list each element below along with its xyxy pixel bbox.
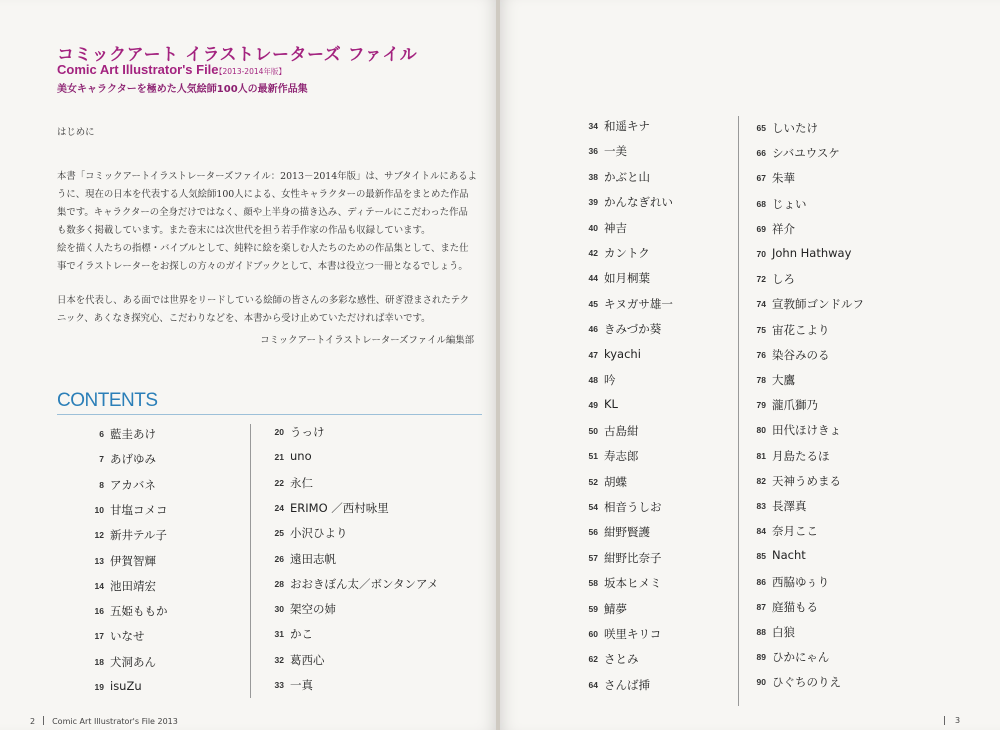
toc-page-number: 83 <box>756 501 766 511</box>
edition-label: 【2013-2014年版】 <box>215 67 286 76</box>
toc-page-number: 86 <box>756 576 766 587</box>
toc-artist-name: さんば挿 <box>604 677 650 692</box>
toc-page-number: 88 <box>756 627 766 637</box>
toc-page-number: 78 <box>756 375 766 385</box>
toc-page-number: 49 <box>588 400 598 411</box>
toc-page-number: 66 <box>756 148 766 159</box>
toc-page-number: 17 <box>94 631 104 642</box>
toc-page-number: 39 <box>588 197 598 208</box>
toc-artist-name: ERIMO ／西村咏里 <box>290 500 389 515</box>
left-folio <box>30 716 178 726</box>
book-title-japanese: コミックアート イラストレーターズ ファイル <box>57 45 418 65</box>
toc-artist-name: じょい <box>772 196 807 211</box>
toc-artist-name: 池田靖宏 <box>110 578 156 593</box>
toc-page-number: 75 <box>756 324 766 335</box>
toc-artist-name: いなせ <box>110 629 145 644</box>
toc-page-number: 84 <box>756 526 766 537</box>
toc-column-divider <box>250 424 251 698</box>
toc-page-number: 85 <box>756 551 766 562</box>
toc-artist-name: キヌガサ雄一 <box>604 296 673 311</box>
toc-artist-name: しいたけ <box>772 121 818 135</box>
toc-artist-name: ひかにゃん <box>772 650 830 665</box>
toc-page-number: 10 <box>94 504 104 515</box>
toc-artist-name: しろ <box>772 272 795 287</box>
toc-page-number: 26 <box>274 553 284 564</box>
toc-artist-name: 甘塩コメコ <box>110 502 168 517</box>
running-title: Comic Art Illustrator's File 2013 <box>52 717 178 726</box>
toc-artist-name: 犬洞あん <box>110 654 156 669</box>
toc-page-number: 70 <box>756 249 766 259</box>
toc-artist-name: 新井テル子 <box>110 528 167 543</box>
toc-page-number: 13 <box>94 555 104 566</box>
toc-artist-name: 西脇ゆぅり <box>772 574 830 589</box>
toc-artist-name: 紺野賢護 <box>604 525 650 540</box>
toc-page-number: 51 <box>588 451 598 462</box>
toc-artist-name: 相音うしお <box>604 500 662 514</box>
toc-artist-name: おおきぼん太／ボンタンアメ <box>290 576 439 591</box>
toc-page-number: 81 <box>756 450 766 461</box>
toc-artist-name: シバユウスケ <box>772 146 840 161</box>
toc-artist-name: KL <box>604 397 618 412</box>
toc-column-divider <box>738 116 739 706</box>
left-page <box>0 0 496 730</box>
intro-heading: はじめに <box>57 127 95 138</box>
toc-page-number: 14 <box>94 580 104 591</box>
toc-page-number: 40 <box>588 222 598 233</box>
toc-page-number: 48 <box>588 375 598 385</box>
toc-page-number: 6 <box>99 429 104 439</box>
toc-artist-name: ひぐちのりえ <box>772 675 841 690</box>
toc-page-number: 25 <box>274 528 284 539</box>
toc-artist-name: 五姫ももか <box>110 604 168 619</box>
toc-artist-name: 藍圭あけ <box>110 427 156 441</box>
toc-artist-name: 田代ほけきょ <box>772 423 841 438</box>
book-title-english: Comic Art Illustrator's File <box>57 62 219 77</box>
toc-artist-name: 胡蝶 <box>604 474 627 489</box>
toc-artist-name: 一真 <box>290 678 313 692</box>
toc-page-number: 56 <box>588 527 598 538</box>
intro-paragraph-2: 絵を描く人たちの指標・バイブルとして、純粋に絵を楽しむ人たちのための作品集として、また仕事でイラストレーターをお探しの方々のガイドブックとして、本書は役立つ一冊となるでしょう。 <box>57 243 469 272</box>
right-folio-separator <box>944 716 945 725</box>
toc-page-number: 82 <box>756 475 766 486</box>
toc-page-number: 80 <box>756 425 766 436</box>
toc-artist-name: 鯖夢 <box>604 601 627 616</box>
toc-artist-name: 紺野比奈子 <box>604 550 662 565</box>
right-page <box>500 0 1000 730</box>
toc-page-number: 58 <box>588 578 598 589</box>
toc-page-number: 64 <box>588 679 598 690</box>
toc-page-number: 68 <box>756 198 766 209</box>
toc-artist-name: 小沢ひより <box>290 526 348 541</box>
toc-page-number: 38 <box>588 171 598 182</box>
toc-artist-name: 咲里キリコ <box>604 627 662 641</box>
toc-page-number: 33 <box>274 680 284 690</box>
toc-page-number: 24 <box>274 502 284 513</box>
toc-page-number: 8 <box>99 479 104 490</box>
toc-page-number: 47 <box>588 349 598 360</box>
toc-artist-name: さとみ <box>604 652 639 667</box>
toc-page-number: 18 <box>94 656 104 667</box>
toc-artist-name: 一美 <box>604 144 627 159</box>
toc-page-number: 69 <box>756 223 766 234</box>
toc-page-number: 46 <box>588 324 598 335</box>
toc-artist-name: 大鷹 <box>772 373 795 387</box>
toc-page-number: 60 <box>588 629 598 639</box>
toc-artist-name: 伊賀智輝 <box>110 553 156 568</box>
toc-artist-name: 白狼 <box>772 625 795 639</box>
toc-artist-name: 如月桐葉 <box>604 271 650 286</box>
toc-artist-name: 吟 <box>604 373 616 387</box>
toc-artist-name: 染谷みのる <box>772 347 830 362</box>
toc-artist-name: 永仁 <box>290 475 313 490</box>
toc-page-number: 87 <box>756 601 766 612</box>
toc-page-number: 57 <box>588 552 598 563</box>
toc-artist-name: Nacht <box>772 548 806 563</box>
toc-artist-name: アカバネ <box>110 477 156 492</box>
toc-page-number: 36 <box>588 146 598 157</box>
book-subtitle: 美女キャラクターを極めた人気絵師100人の最新作品集 <box>57 84 308 95</box>
contents-rule <box>57 414 482 415</box>
toc-artist-name: うっけ <box>290 425 325 439</box>
toc-page-number: 30 <box>274 604 284 615</box>
toc-page-number: 54 <box>588 502 598 512</box>
contents-heading: CONTENTS <box>57 390 158 411</box>
toc-page-number: 90 <box>756 677 766 688</box>
toc-artist-name: 宙花こより <box>772 322 830 337</box>
toc-artist-name: 寿志郎 <box>604 449 639 464</box>
intro-paragraph-1: 本書「コミックアートイラストレーターズファイル：2013－2014年版」は、サブタイトルにあるように、現在の日本を代表する人気絵師100人による、女性キャラクターの最新作品をまとめた作品集です。キャラクターの全身だけではなく、顔や上半身の描き込み、ディテールにこだわった作品も数多く掲載しています。また巻末には次世代を担う若手作家の作品も収録しています。 <box>57 171 477 236</box>
toc-page-number: 72 <box>756 274 766 285</box>
toc-artist-name: 月島たるほ <box>772 448 830 463</box>
toc-artist-name: uno <box>290 449 312 464</box>
toc-artist-name: 坂本ヒメミ <box>604 576 662 591</box>
toc-artist-name: 奈月ここ <box>772 524 818 539</box>
toc-artist-name: 天神うめまる <box>772 473 841 488</box>
toc-artist-name: 瀧爪獅乃 <box>772 398 818 413</box>
toc-page-number: 20 <box>274 427 284 437</box>
toc-page-number: 79 <box>756 400 766 411</box>
toc-page-number: 52 <box>588 476 598 487</box>
toc-artist-name: 葛西心 <box>290 652 325 667</box>
toc-page-number: 21 <box>274 452 284 463</box>
toc-page-number: 42 <box>588 248 598 258</box>
toc-artist-name: 架空の姉 <box>290 602 336 617</box>
toc-page-number: 76 <box>756 349 766 360</box>
toc-artist-name: 祥介 <box>772 221 795 236</box>
toc-page-number: 65 <box>756 123 766 133</box>
toc-artist-name: 和遥キナ <box>604 119 650 133</box>
toc-artist-name: あげゆみ <box>110 452 156 467</box>
toc-artist-name: kyachi <box>604 346 641 361</box>
toc-page-number: 22 <box>274 477 284 488</box>
toc-artist-name: 遠田志帆 <box>290 551 336 566</box>
toc-page-number: 31 <box>274 629 284 640</box>
toc-page-number: 44 <box>588 273 598 284</box>
toc-page-number: 34 <box>588 121 598 131</box>
folio-separator <box>43 716 44 725</box>
toc-artist-name: 宣教師ゴンドルフ <box>772 297 864 312</box>
left-page-number: 2 <box>30 717 36 726</box>
right-page-number: 3 <box>955 716 961 725</box>
toc-artist-name: 長澤真 <box>772 499 807 513</box>
toc-artist-name: 古島紺 <box>604 423 639 438</box>
toc-artist-name: John Hathway <box>772 246 852 260</box>
toc-page-number: 89 <box>756 652 766 663</box>
toc-artist-name: かぶと山 <box>604 169 650 184</box>
toc-page-number: 45 <box>588 298 598 309</box>
toc-page-number: 19 <box>94 682 104 692</box>
toc-page-number: 67 <box>756 173 766 184</box>
toc-artist-name: かこ <box>290 627 313 642</box>
toc-artist-name: かんなぎれい <box>604 195 673 210</box>
toc-page-number: 16 <box>94 606 104 617</box>
toc-artist-name: isuZu <box>110 679 142 693</box>
intro-paragraph-3: 日本を代表し、ある面では世界をリードしている絵師の皆さんの多彩な感性、研ぎ澄まされたテクニック、あくなき探究心、こだわりなどを、本書から受け止めていただければ幸いです。 <box>57 295 470 324</box>
toc-page-number: 7 <box>99 454 104 465</box>
toc-page-number: 62 <box>588 654 598 665</box>
toc-artist-name: きみづか葵 <box>604 322 662 337</box>
toc-page-number: 32 <box>274 654 284 665</box>
toc-page-number: 28 <box>274 578 284 589</box>
toc-page-number: 50 <box>588 425 598 436</box>
toc-page-number: 74 <box>756 299 766 310</box>
toc-artist-name: カントク <box>604 246 650 260</box>
toc-artist-name: 神吉 <box>604 220 627 235</box>
toc-page-number: 12 <box>94 530 104 541</box>
editorial-signature: コミックアートイラストレーターズファイル編集部 <box>260 335 474 346</box>
toc-page-number: 59 <box>588 603 598 614</box>
toc-artist-name: 朱華 <box>772 171 795 186</box>
toc-artist-name: 庭猫もる <box>772 599 818 614</box>
